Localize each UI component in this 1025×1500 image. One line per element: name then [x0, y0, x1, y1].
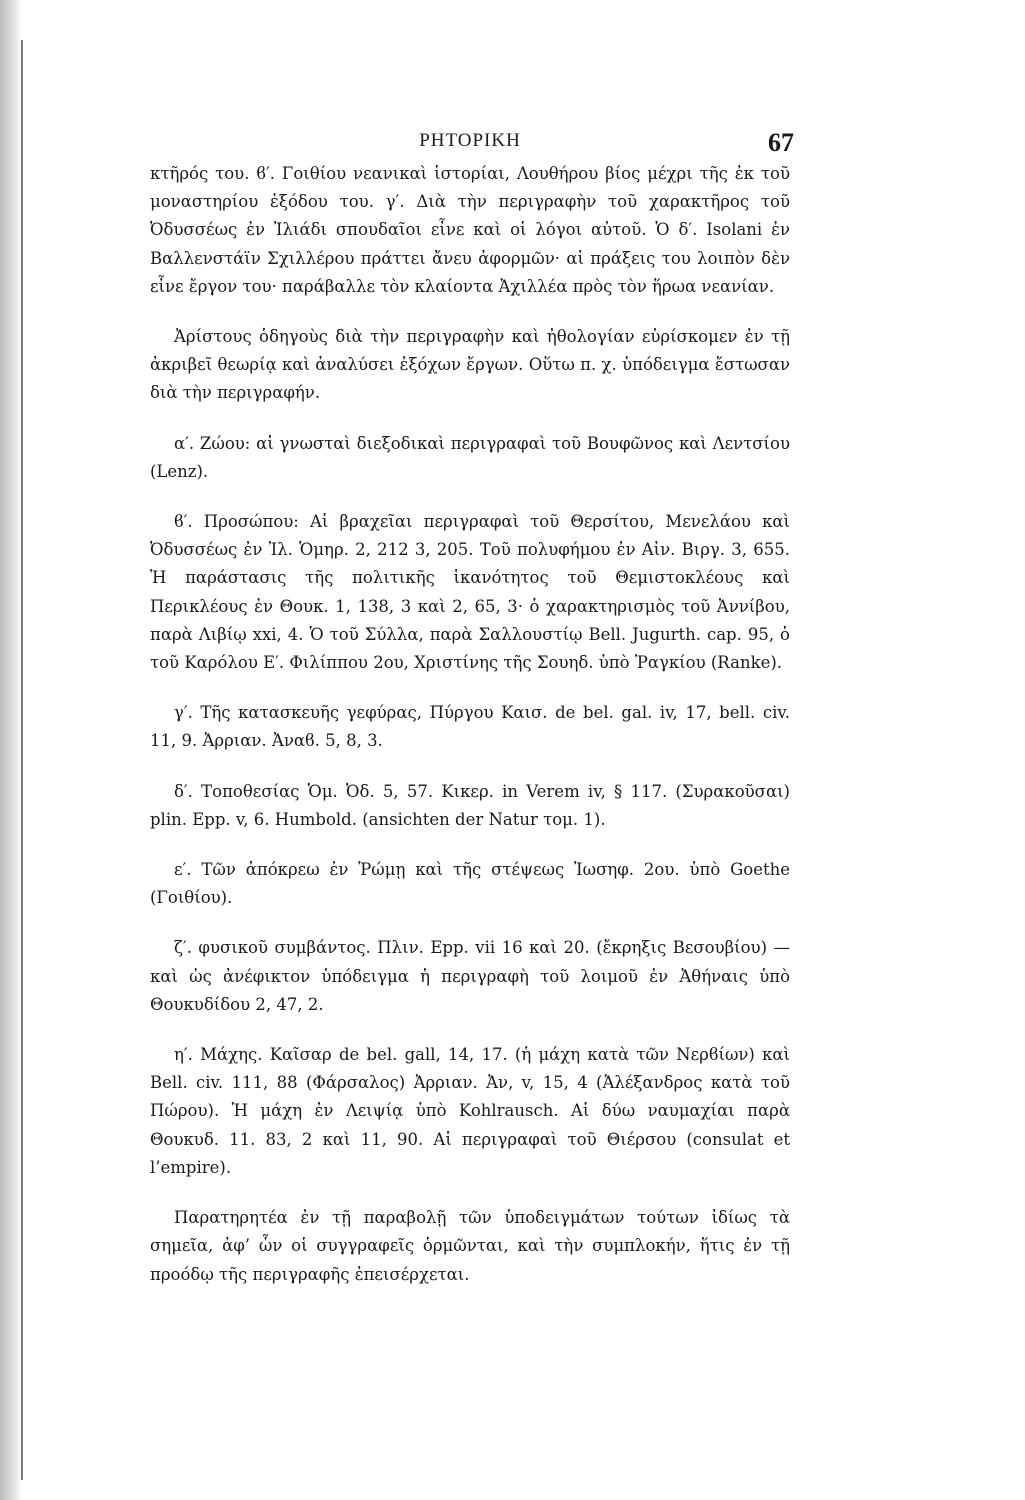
page-binding-shadow [0, 0, 22, 1500]
paragraph-alpha-animal: α′. Ζώου: αἱ γνωσταὶ διεξοδικαὶ περιγραφαὶ τοῦ Βουφῶνος καὶ Λεντσίου (Lenz). [150, 433, 790, 481]
running-title: ΡΗΤΟΡΙΚΗ [419, 130, 521, 151]
paragraph-beta-person: ϐ′. Προσώπου: Αἱ βραχεῖαι περιγραφαὶ τοῦ Θερσίτου, Μενελάου καὶ Ὀδυσσέως ἐν Ἰλ. Ὁμηρ. 2, 212 3, 205. Τοῦ πολυφήμου ἐν Αἰν. Βιργ. 3, 655. Ἡ παράστασις τῆς πολιτικῆς ἱκανότητος τοῦ Θεμιστοκλέους καὶ Περικλέους ἐν Θουκ. 1, 138, 3 καὶ 2, 65, 3· ὁ χαρακτηρισμὸς τοῦ Ἀννίβου, παρὰ Λιβίῳ xxi, 4. Ὁ τοῦ Σύλλα, παρὰ Σαλλουστίῳ Bell. Jugurth. cap. 95, ὁ τοῦ Καρόλου Ε′. Φιλίππου 2ου, Χριστίνης τῆς Σουηδ. ὑπὸ Ῥαγκίου (Ranke). [150, 512, 790, 673]
paragraph-zeta-natural-event: ζ′. φυσικοῦ συμβάντος. Πλιν. Epp. vii 16 καὶ 20. (ἔκρηξις Βεσουβίου) — καὶ ὡς ἀνέφικτον ὑπόδειγμα ἡ περιγραφὴ τοῦ λοιμοῦ ἐν Ἀθήναις ὑπὸ Θουκυδίδου 2, 47, 2. [150, 938, 790, 1014]
paragraph-eta-battle: η′. Μάχης. Καῖσαρ de bel. gall, 14, 17. (ἡ μάχη κατὰ τῶν Νερϐίων) καὶ Bell. civ. 111, 88 (Φάρσαλος) Ἀρριαν. Ἀν, v, 15, 4 (Ἀλέξανδρος κατὰ τοῦ Πώρου). Ἡ μάχη ἐν Λειψίᾳ ὑπὸ Kohlrausch. Αἱ δύω ναυμαχίαι παρὰ Θουκυδ. 11. 83, 2 καὶ 11, 90. Αἱ περιγραφαὶ τοῦ Θιέρσου (consulat et l’empire). [150, 1045, 790, 1177]
paragraph-continuation: κτῆρός του. ϐ′. Γοιθίου νεανικαὶ ἱστορίαι, Λουθήρου βίος μέχρι τῆς ἐκ τοῦ μοναστηρίου ἐξόδου του. γ′. Διὰ τὴν περιγραφὴν τοῦ χαρακτῆρος τοῦ Ὀδυσσέως ἐν Ἰλιάδι σπουδαῖοι εἶνε καὶ οἱ λόγοι αὐτοῦ. Ὁ δ′. Isolani ἐν Βαλλενστάϊν Σχιλλέρου πράττει ἄνευ ἀφορμῶν· αἱ πράξεις του λοιπὸν δὲν εἶνε ἔργον του· παράβαλλε τὸν κλαίοντα Ἀχιλλέα πρὸς τὸν ἥρωα νεανίαν. [150, 164, 790, 296]
paragraph-delta-location: δ′. Τοποθεσίας Ὁμ. Ὀδ. 5, 57. Κικερ. in Verem iv, § 117. (Συρακοῦσαι) plin. Epp. v, 6. Humbold. (ansichten der Natur τομ. 1). [150, 781, 790, 829]
paragraph-gamma-construction: γ′. Τῆς κατασκευῆς γεφύρας, Πύργου Καισ. de bel. gal. iv, 17, bell. civ. 11, 9. Ἀρριαν. Ἀναϐ. 5, 8, 3. [150, 703, 790, 751]
page-binding-edge [21, 40, 23, 1480]
running-header [150, 128, 794, 160]
book-page [150, 128, 794, 1311]
page-number: 67 [768, 128, 794, 157]
paragraph-observation: Παρατηρητέα ἐν τῇ παραβολῇ τῶν ὑποδειγμάτων τούτων ἰδίως τὰ σημεῖα, ἀφ’ ὧν οἱ συγγραφεῖς ὁρμῶνται, καὶ τὴν συμπλοκήν, ἥτις ἐν τῇ προόδῳ τῆς περιγραφῆς ἐπεισέρχεται. [150, 1208, 790, 1284]
paragraph-models: Ἀρίστους ὁδηγοὺς διὰ τὴν περιγραφὴν καὶ ἠθολογίαν εὑρίσκομεν ἐν τῇ ἀκριβεῖ θεωρίᾳ καὶ ἀναλύσει ἐξόχων ἔργων. Οὕτω π. χ. ὑπόδειγμα ἔστωσαν διὰ τὴν περιγραφήν. [150, 327, 790, 403]
paragraph-epsilon-carnival: ε′. Τῶν ἀπόκρεω ἐν Ῥώμῃ καὶ τῆς στέψεως Ἰωσηφ. 2ου. ὑπὸ Goethe (Γοιθίου). [150, 860, 790, 908]
page-body [150, 160, 790, 1289]
